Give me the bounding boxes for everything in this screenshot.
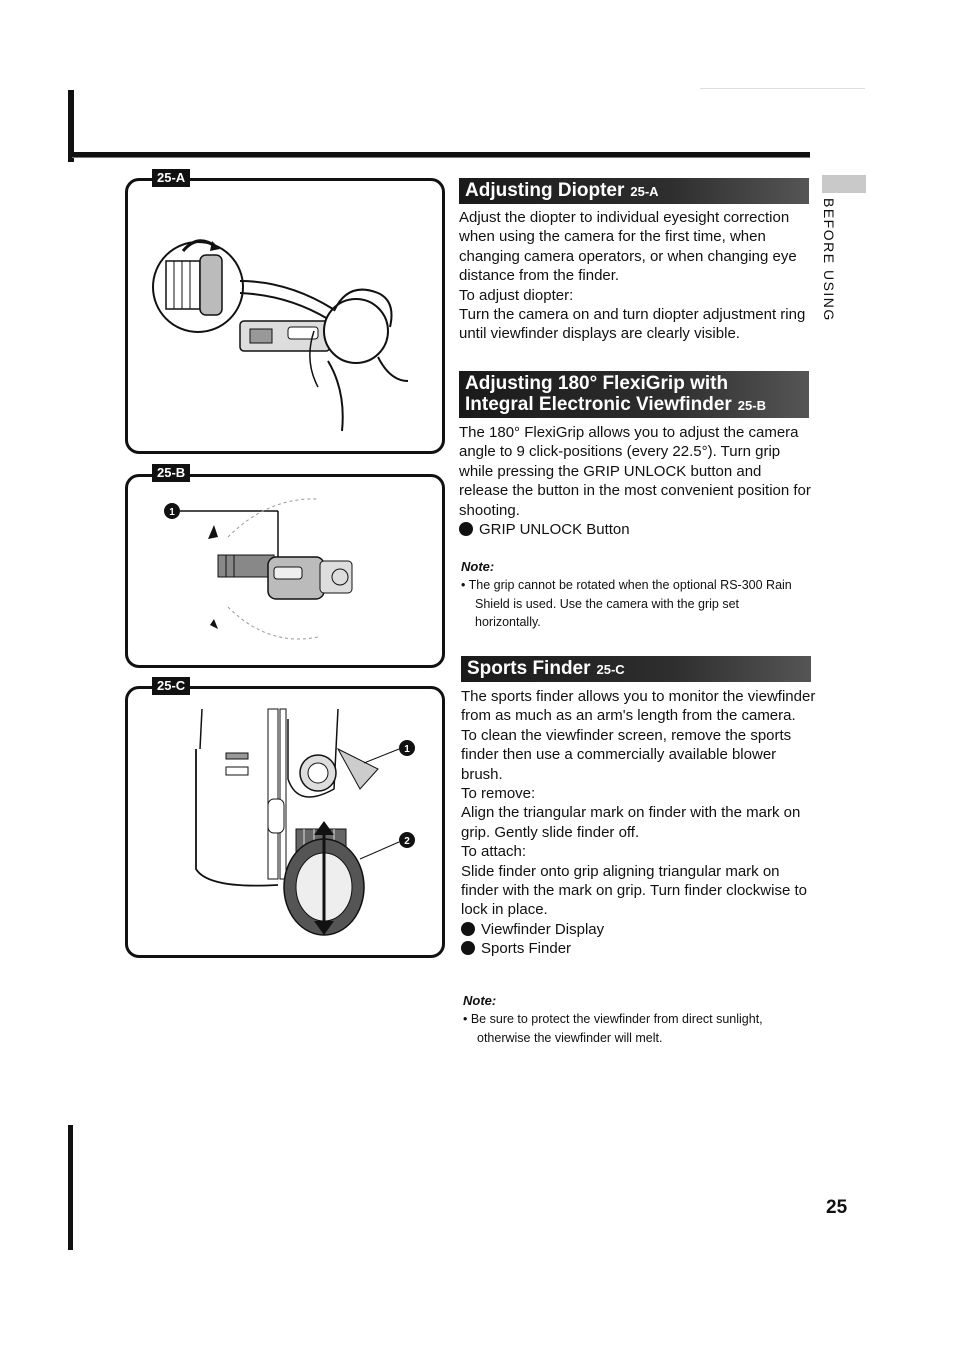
heading-figure-tag: 25-A — [630, 184, 659, 199]
margin-bar-bottom — [68, 1125, 73, 1250]
figure-25a-illustration — [128, 181, 442, 451]
bullet-text: Sports Finder — [481, 940, 572, 958]
figure-25b-tag: 25-B — [152, 464, 190, 482]
diopter-body — [459, 208, 814, 344]
bullet-marker — [459, 522, 473, 536]
figure-25b-panel — [125, 474, 445, 668]
bullet-item — [459, 520, 814, 539]
paragraph: To attach: — [461, 843, 527, 861]
paragraph: The sports finder allows you to monitor the viewfinder from as much as an arm's length from the camera. — [461, 688, 816, 725]
section-heading-sports-finder — [461, 656, 811, 682]
heading-title-line2: Integral Electronic Viewfinder — [465, 394, 732, 415]
paragraph: Slide finder onto grip aligning triangular mark on finder with the mark on grip. Turn finder clockwise to lock in place. — [461, 862, 807, 919]
note-label: Note: — [463, 993, 497, 1008]
heading-title: Sports Finder — [467, 658, 591, 679]
figure-25c-tag: 25-C — [152, 677, 190, 695]
figure-25c-panel — [125, 686, 445, 958]
note-text: • Be sure to protect the viewfinder from direct sunlight, otherwise the viewfinder will melt. — [463, 1012, 763, 1045]
heading-figure-tag: 25-B — [737, 398, 766, 413]
bullet-item — [461, 920, 816, 939]
callout-1-label: 1 — [404, 744, 410, 755]
paragraph: To adjust diopter: — [459, 286, 574, 304]
section-heading-diopter — [459, 178, 809, 204]
paragraph: The 180° FlexiGrip allows you to adjust the camera angle to 9 click-positions (every 22.5°). Turn grip while pressing the GRIP UNLOCK button and release the button in the most convenient position for shooting. — [459, 424, 811, 519]
faint-rule — [700, 88, 865, 89]
figure-25a-tag: 25-A — [152, 169, 190, 187]
heading-figure-tag: 25-C — [596, 662, 625, 677]
bullet-marker — [461, 941, 475, 955]
paragraph: Align the triangular mark on finder with the mark on grip. Gently slide finder off. — [461, 804, 801, 841]
heading-title: Adjusting Diopter — [465, 180, 625, 201]
section-thumb-tab — [822, 175, 866, 193]
figure-25c-illustration — [128, 689, 442, 955]
page-number: 25 — [826, 1197, 848, 1218]
callout-1-label: 1 — [169, 507, 175, 518]
note-label: Note: — [461, 559, 495, 574]
sports-finder-body — [461, 687, 816, 959]
figure-25b-illustration — [128, 477, 442, 665]
paragraph: To remove: — [461, 785, 536, 803]
paragraph: Turn the camera on and turn diopter adjustment ring until viewfinder displays are clearly visible. — [459, 306, 806, 343]
callout-2-label: 2 — [404, 836, 410, 847]
side-section-label: BEFORE USING — [821, 198, 837, 322]
heading-title-line1: Adjusting 180° FlexiGrip with — [465, 373, 729, 394]
note-text: • The grip cannot be rotated when the optional RS-300 Rain Shield is used. Use the camera with the grip set horizontally. — [461, 578, 792, 629]
bullet-marker — [461, 922, 475, 936]
header-rule-thin — [72, 157, 810, 158]
paragraph: To clean the viewfinder screen, remove the sports finder then use a commercially available blower brush. — [461, 726, 792, 783]
section-heading-flexigrip — [459, 371, 809, 418]
bullet-text: Viewfinder Display — [481, 920, 605, 938]
flexigrip-body — [459, 423, 814, 539]
bullet-text: GRIP UNLOCK Button — [479, 521, 630, 539]
paragraph: Adjust the diopter to individual eyesight correction when using the camera for the first time, when changing camera operators, or when changing eye distance from the finder. — [459, 209, 797, 285]
bullet-item — [461, 939, 816, 958]
figure-25a-panel — [125, 178, 445, 454]
